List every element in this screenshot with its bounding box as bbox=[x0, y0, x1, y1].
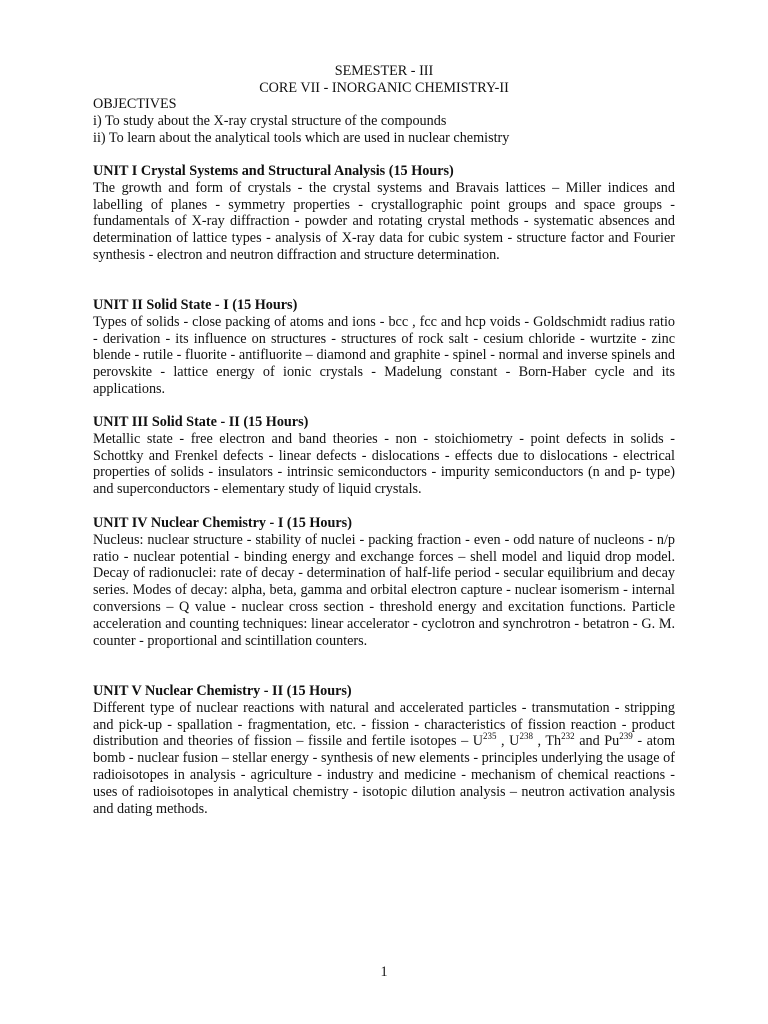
unit-3-body: Metallic state - free electron and band theories - non - stoichiometry - point defects in solids - Schottky and Frenkel defects - linear defects - dislocations - effects due to dislocations - electrical properties of solids - insulators - intrinsic semiconductors - impurity semiconductors (n and p- type) and superconductors - elementary study of liquid crystals. bbox=[93, 430, 675, 498]
unit-1-body: The growth and form of crystals - the crystal systems and Bravais lattices – Miller indices and labelling of planes - symmetry properties - crystallographic point groups and space groups - fundamentals of X-ray diffraction - powder and rotating crystal methods - systematic absences and determination of lattice types - analysis of X-ray data for cubic system - structure factor and Fourier synthesis - electron and neutron diffraction and structure determination. bbox=[93, 179, 675, 263]
unit-5-title: UNIT V Nuclear Chemistry - II (15 Hours) bbox=[93, 683, 352, 699]
objective-item: ii) To learn about the analytical tools which are used in nuclear chemistry bbox=[93, 129, 510, 146]
page-number: 1 bbox=[380, 964, 388, 980]
semester-label: SEMESTER - III bbox=[334, 63, 434, 79]
unit-1-title: UNIT I Crystal Systems and Structural Analysis (15 Hours) bbox=[93, 163, 454, 179]
unit-2-title: UNIT II Solid State - I (15 Hours) bbox=[93, 297, 298, 313]
unit-2-section bbox=[93, 297, 675, 398]
objectives-section bbox=[93, 96, 675, 146]
isotope-superscript: 232 bbox=[561, 731, 575, 742]
course-title: CORE VII - INORGANIC CHEMISTRY-II bbox=[259, 79, 509, 96]
course-header bbox=[93, 63, 675, 97]
unit-4-section bbox=[93, 515, 675, 649]
unit-5-body: Different type of nuclear reactions with natural and accelerated particles - transmutation - stripping and pick-up - spallation - fragmentation, etc. - fission - characteristics of fission reaction - product distribution and theories of fission – fissile and fertile isotopes – $U^{235}$ , $U^{238}$ , Th$^{232}$ and Pu$^{239}$ - atom bomb - nuclear fusion – stellar energy - synthesis of new elements - principles underlying the usage of radioisotopes in analysis - agriculture - industry and medicine - mechanism of chemical reactions - uses of radioisotopes in analytical chemistry - isotopic dilution analysis – neutron activation analysis and dating methods. bbox=[93, 699, 676, 817]
unit-3-title: UNIT III Solid State - II (15 Hours) bbox=[93, 414, 309, 430]
unit-4-body: Nucleus: nuclear structure - stability of nuclei - packing fraction - even - odd nature of nucleons - n/p ratio - nuclear potential - binding energy and exchange forces – shell model and liquid drop model. Decay of radionuclei: rate of decay - determination of half-life period - secular equilibrium and decay series. Modes of decay: alpha, beta, gamma and orbital electron capture - nuclear isomerism - internal conversions – Q value - nuclear cross section - threshold energy and excitation functions. Particle acceleration and counting techniques: linear accelerator - cyclotron and synchrotron - betatron - G. M. counter - proportional and scintillation counters. bbox=[93, 531, 675, 649]
isotope-superscript: 239 bbox=[619, 731, 633, 742]
unit-2-body: Types of solids - close packing of atoms and ions - bcc , fcc and hcp voids - Goldschmidt radius ratio - derivation - its influence on structures - structures of rock salt - cesium chloride - wurtzite - zinc blende - rutile - fluorite - antifluorite – diamond and graphite - spinel - normal and inverse spinels and perovskite - lattice energy of ionic crystals - Madelung constant - Born-Haber cycle and its applications. bbox=[93, 313, 675, 397]
isotope-superscript: 238 bbox=[519, 731, 533, 742]
objectives-title: OBJECTIVES bbox=[93, 96, 177, 112]
objective-item: i) To study about the X-ray crystal structure of the compounds bbox=[93, 112, 447, 129]
unit-5-section bbox=[93, 683, 675, 817]
unit-1-section bbox=[93, 163, 675, 264]
unit-4-title: UNIT IV Nuclear Chemistry - I (15 Hours) bbox=[93, 515, 352, 531]
isotope-superscript: 235 bbox=[482, 731, 497, 742]
unit-3-section bbox=[93, 414, 675, 498]
